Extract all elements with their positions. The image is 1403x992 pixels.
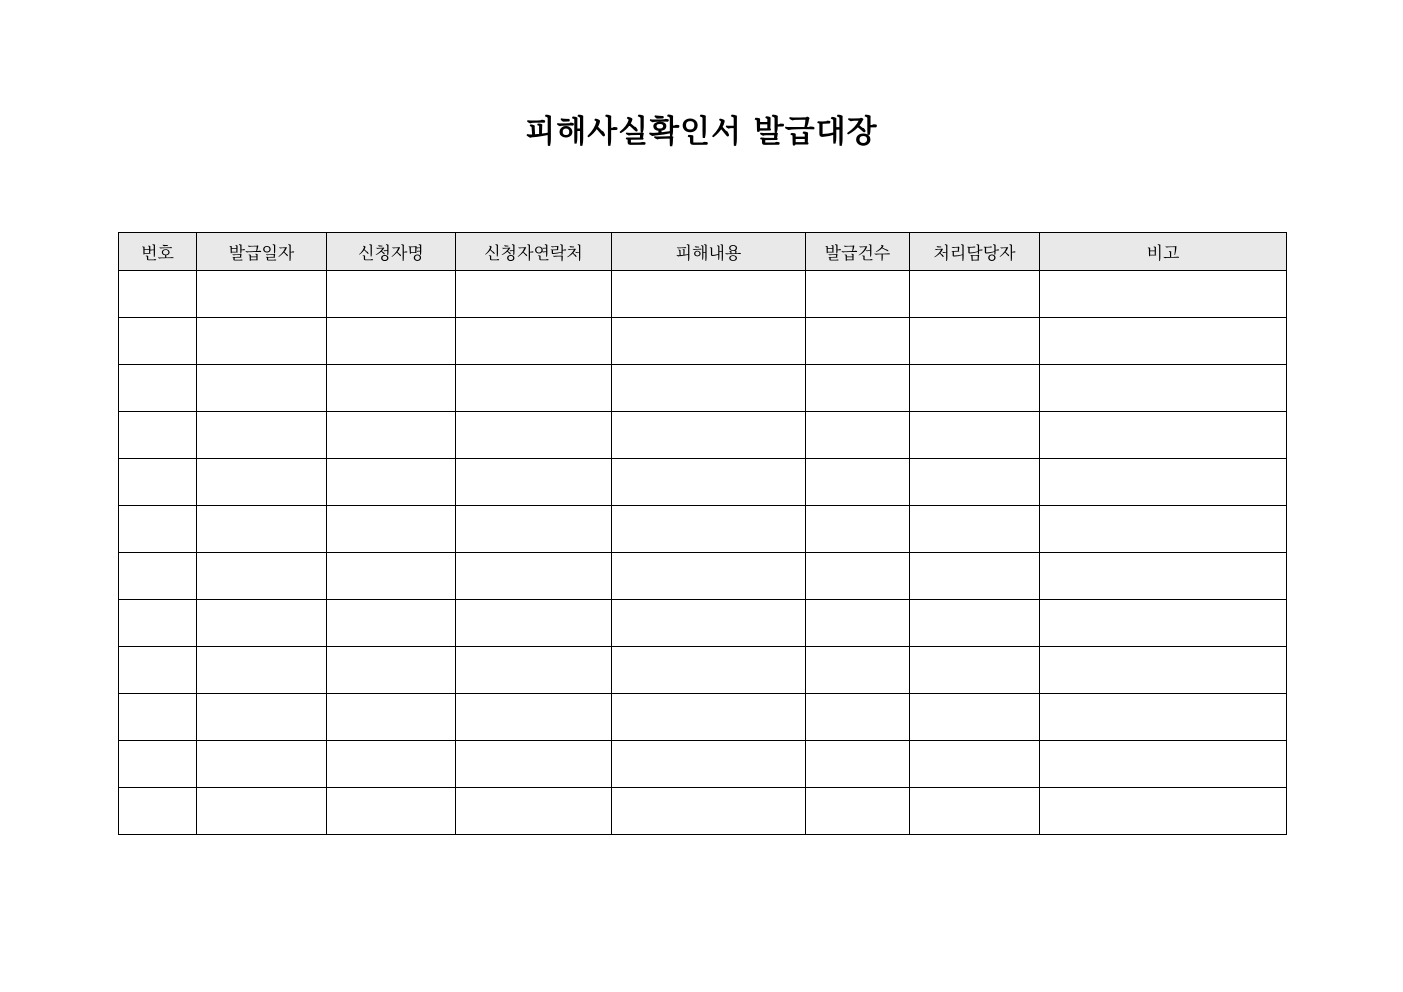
table-cell[interactable] <box>910 741 1040 788</box>
table-cell[interactable] <box>612 741 806 788</box>
table-cell[interactable] <box>456 788 612 835</box>
table-cell[interactable] <box>806 412 910 459</box>
header-officer-in-charge: 처리담당자 <box>910 233 1040 271</box>
table-cell[interactable] <box>910 412 1040 459</box>
table-cell[interactable] <box>806 459 910 506</box>
header-number: 번호 <box>119 233 197 271</box>
table-cell[interactable] <box>806 694 910 741</box>
table-cell[interactable] <box>910 459 1040 506</box>
table-row <box>119 694 1287 741</box>
table-cell[interactable] <box>1040 271 1287 318</box>
table-cell[interactable] <box>1040 647 1287 694</box>
table-cell[interactable] <box>1040 694 1287 741</box>
table-row <box>119 365 1287 412</box>
table-cell[interactable] <box>612 694 806 741</box>
table-cell[interactable] <box>612 412 806 459</box>
table-cell[interactable] <box>806 271 910 318</box>
table-cell[interactable] <box>612 647 806 694</box>
table-cell[interactable] <box>612 600 806 647</box>
table-cell[interactable] <box>910 694 1040 741</box>
table-cell[interactable] <box>456 459 612 506</box>
table-cell[interactable] <box>197 459 327 506</box>
table-cell[interactable] <box>119 647 197 694</box>
table-cell[interactable] <box>910 318 1040 365</box>
header-issue-date: 발급일자 <box>197 233 327 271</box>
table-cell[interactable] <box>910 271 1040 318</box>
table-cell[interactable] <box>1040 318 1287 365</box>
table-cell[interactable] <box>327 271 456 318</box>
table-cell[interactable] <box>910 647 1040 694</box>
table-cell[interactable] <box>1040 506 1287 553</box>
table-cell[interactable] <box>327 459 456 506</box>
table-cell[interactable] <box>1040 788 1287 835</box>
table-cell[interactable] <box>456 694 612 741</box>
table-cell[interactable] <box>806 741 910 788</box>
table-cell[interactable] <box>197 788 327 835</box>
table-cell[interactable] <box>197 741 327 788</box>
document-title: 피해사실확인서 발급대장 <box>525 114 878 150</box>
table-cell[interactable] <box>197 412 327 459</box>
table-cell[interactable] <box>327 694 456 741</box>
table-cell[interactable] <box>119 459 197 506</box>
table-cell[interactable] <box>119 271 197 318</box>
table-row <box>119 741 1287 788</box>
table-row <box>119 788 1287 835</box>
table-cell[interactable] <box>197 318 327 365</box>
table-row <box>119 318 1287 365</box>
table-cell[interactable] <box>910 506 1040 553</box>
table-row <box>119 506 1287 553</box>
table-cell[interactable] <box>119 365 197 412</box>
table-body <box>119 271 1287 835</box>
table-cell[interactable] <box>456 600 612 647</box>
header-remarks: 비고 <box>1040 233 1287 271</box>
table-cell[interactable] <box>327 365 456 412</box>
table-cell[interactable] <box>456 271 612 318</box>
table-cell[interactable] <box>327 788 456 835</box>
table-cell[interactable] <box>327 412 456 459</box>
table-cell[interactable] <box>456 318 612 365</box>
table-cell[interactable] <box>456 412 612 459</box>
table-cell[interactable] <box>327 647 456 694</box>
table-cell[interactable] <box>1040 600 1287 647</box>
table-cell[interactable] <box>119 506 197 553</box>
table-cell[interactable] <box>197 553 327 600</box>
table-cell[interactable] <box>119 741 197 788</box>
table-cell[interactable] <box>456 553 612 600</box>
table-row <box>119 600 1287 647</box>
table-cell[interactable] <box>910 788 1040 835</box>
table-cell[interactable] <box>119 412 197 459</box>
table-cell[interactable] <box>327 553 456 600</box>
table-cell[interactable] <box>327 318 456 365</box>
table-cell[interactable] <box>327 741 456 788</box>
table-row <box>119 459 1287 506</box>
table-cell[interactable] <box>197 271 327 318</box>
table-cell[interactable] <box>612 365 806 412</box>
table-cell[interactable] <box>1040 365 1287 412</box>
table-cell[interactable] <box>612 788 806 835</box>
table-cell[interactable] <box>456 365 612 412</box>
header-applicant-name: 신청자명 <box>327 233 456 271</box>
table-cell[interactable] <box>1040 553 1287 600</box>
table-cell[interactable] <box>456 741 612 788</box>
table-cell[interactable] <box>612 318 806 365</box>
table-cell[interactable] <box>327 506 456 553</box>
table-cell[interactable] <box>612 459 806 506</box>
table-cell[interactable] <box>806 365 910 412</box>
table-cell[interactable] <box>327 600 456 647</box>
table-cell[interactable] <box>806 506 910 553</box>
table-cell[interactable] <box>119 553 197 600</box>
table-cell[interactable] <box>910 600 1040 647</box>
table-cell[interactable] <box>119 600 197 647</box>
table-cell[interactable] <box>910 365 1040 412</box>
table-row <box>119 647 1287 694</box>
table-cell[interactable] <box>910 553 1040 600</box>
table-cell[interactable] <box>1040 741 1287 788</box>
header-damage-details: 피해내용 <box>612 233 806 271</box>
table-cell[interactable] <box>197 600 327 647</box>
table-cell[interactable] <box>612 271 806 318</box>
table-cell[interactable] <box>806 318 910 365</box>
table-cell[interactable] <box>806 788 910 835</box>
table-cell[interactable] <box>197 647 327 694</box>
table-cell[interactable] <box>119 788 197 835</box>
table-cell[interactable] <box>197 506 327 553</box>
issuance-ledger-table <box>118 232 1287 835</box>
table-cell[interactable] <box>119 318 197 365</box>
table-cell[interactable] <box>119 694 197 741</box>
table-row <box>119 553 1287 600</box>
table-cell[interactable] <box>612 506 806 553</box>
header-applicant-contact: 신청자연락처 <box>456 233 612 271</box>
table-row <box>119 271 1287 318</box>
table-row <box>119 412 1287 459</box>
header-issue-count: 발급건수 <box>806 233 910 271</box>
table-cell[interactable] <box>197 365 327 412</box>
table-cell[interactable] <box>456 506 612 553</box>
table-header-row <box>119 233 1287 271</box>
table-cell[interactable] <box>806 647 910 694</box>
table-cell[interactable] <box>612 553 806 600</box>
table-cell[interactable] <box>1040 412 1287 459</box>
table-cell[interactable] <box>806 600 910 647</box>
table-cell[interactable] <box>806 553 910 600</box>
table-cell[interactable] <box>456 647 612 694</box>
table-cell[interactable] <box>197 694 327 741</box>
table-cell[interactable] <box>1040 459 1287 506</box>
